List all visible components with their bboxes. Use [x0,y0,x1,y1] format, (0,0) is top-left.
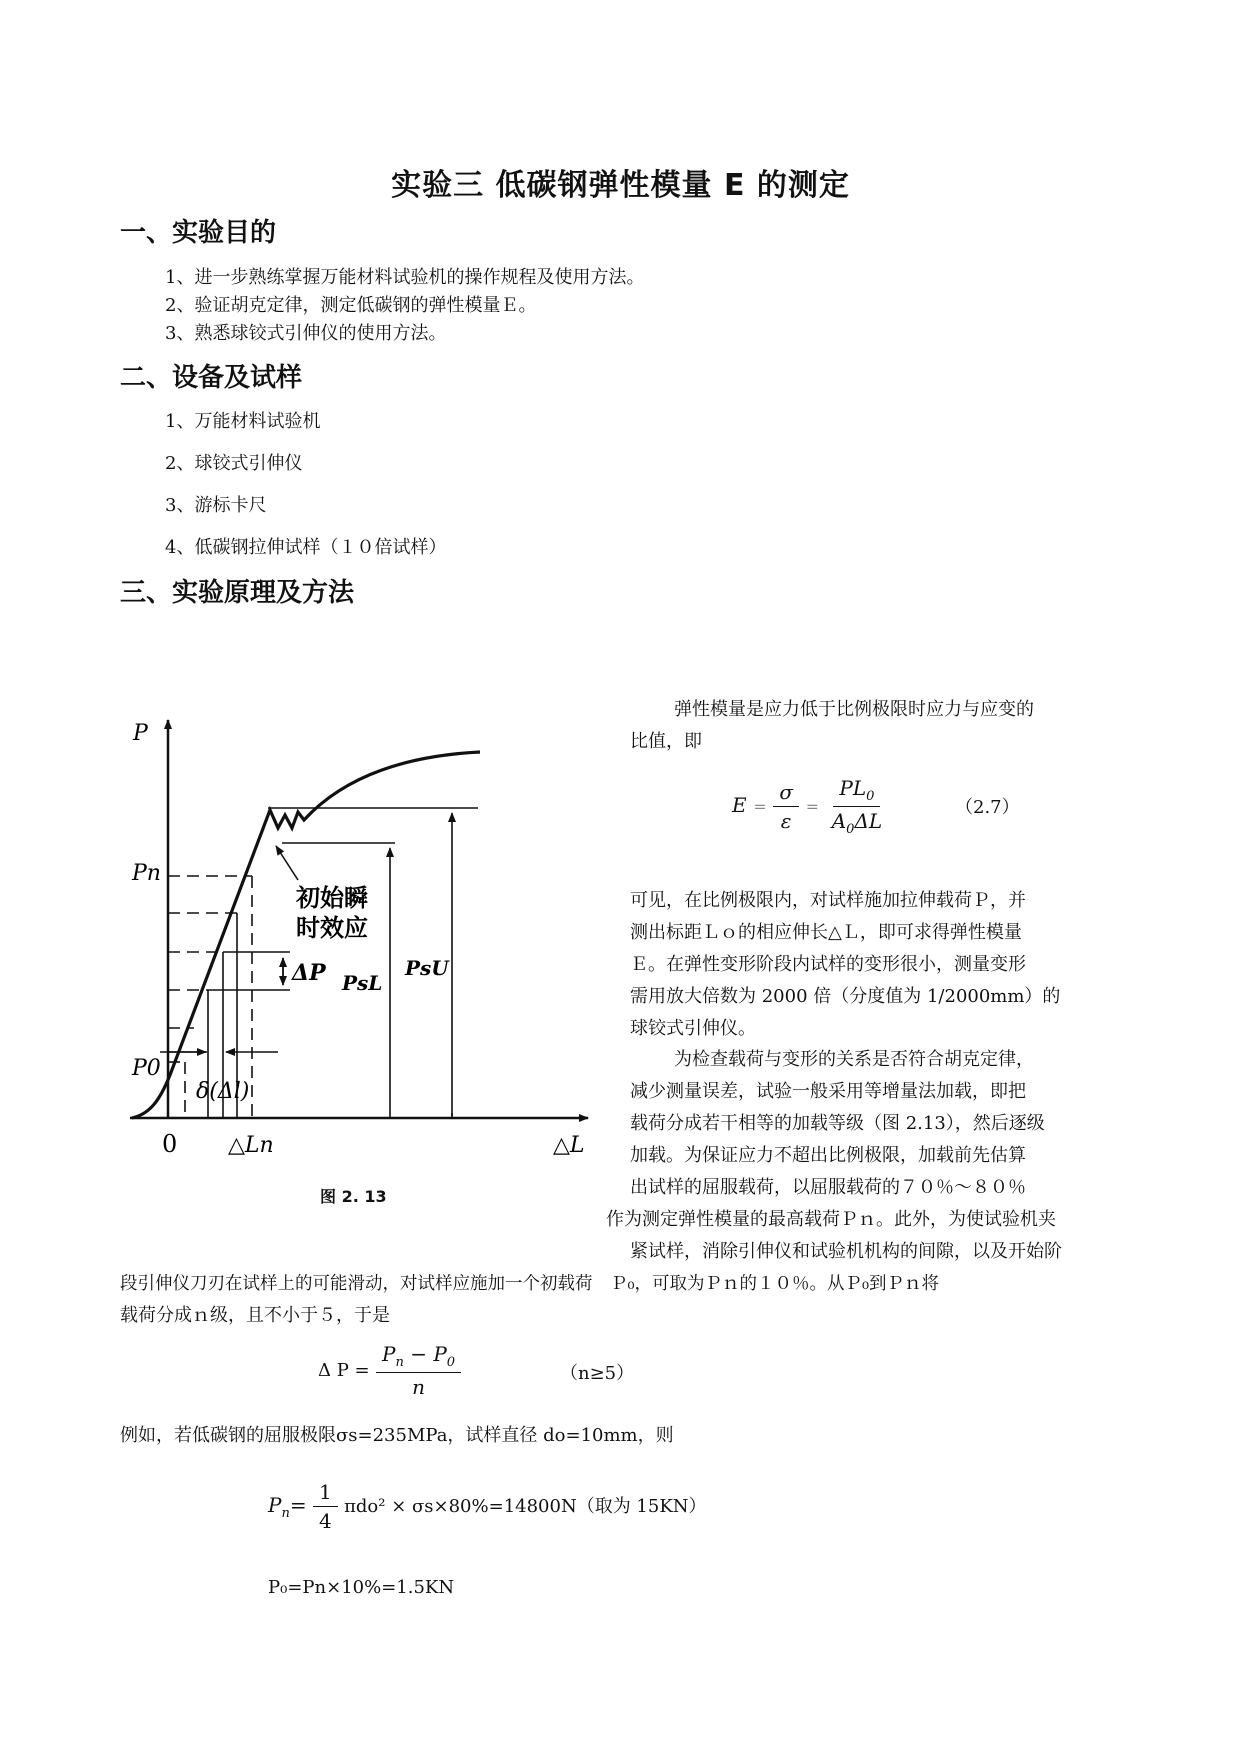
list-item: 2、验证胡克定律，测定低碳钢的弹性模量Ｅ。 [165,295,537,316]
section-heading-purpose: 一、实验目的 [120,218,277,248]
origin-label: 0 [162,1130,178,1158]
section-heading-principle: 三、实验原理及方法 [120,578,355,608]
list-item: 3、游标卡尺 [165,495,267,516]
delta-l-label: δ(Δl) [196,1079,250,1104]
paragraph-definition: 弹性模量是应力低于比例极限时应力与应变的 比值，即 [630,699,1034,752]
example-line: 例如，若低碳钢的屈服极限σs=235MPa，试样直径 do=10mm，则 [120,1425,674,1446]
paragraph-line: 载荷分成ｎ级，且不小于５，于是 [120,1305,390,1326]
initial-effect-note-1: 初始瞬 [296,883,368,912]
paragraph-line: 段引伸仪刀刃在试样上的可能滑动，对试样应施加一个初载荷 Ｐ₀，可取为Ｐｎ的１０％。从Ｐ₀到Ｐｎ将 [120,1274,940,1294]
pn-label: Pn [132,861,161,886]
p0-label: P0 [132,1056,161,1081]
list-item: 1、万能材料试验机 [165,411,321,432]
equation-2-7: E ＝ $\frac{\sigma}{\varepsilon}$ ＝ $\frac{PL_0}{A_0\Delta L}$ [732,776,883,837]
section-heading-equipment: 二、设备及试样 [120,363,303,393]
delta-p-equation: Δ P = $\frac{P_n - P_0}{n}$ [318,1342,461,1399]
y-axis-label: P [133,721,148,746]
psu-label: PsU [405,956,449,980]
psl-label: PsL [342,971,383,995]
pn-equation: $P_n=$ $\frac{1}{4}$ πdo² × σs×80%=14800N（取为 15KN） [268,1480,707,1533]
x-axis-label: △L [553,1133,585,1158]
paragraph-line: 作为测定弹性模量的最高载荷Ｐｎ。此外，为使试验机夹 [606,1209,1056,1230]
list-item: 3、熟悉球铰式引伸仪的使用方法。 [165,323,447,344]
list-item: 2、球铰式引伸仪 [165,453,303,474]
paragraph-explanation: 可见，在比例极限内，对试样施加拉伸载荷Ｐ，并 测出标距Ｌｏ的相应伸长△Ｌ，即可求得弹性模量 Ｅ。在弹性变形阶段内试样的变形很小，测量变形 需用放大倍数为 2000 倍（分度值为 1/2000mm）的 球铰式引伸仪。 [630,890,1061,1039]
paragraph-line: 紧试样，消除引伸仪和试验机机构的间隙，以及开始阶 [630,1241,1062,1262]
page-title: 实验三 低碳钢弹性模量 E 的测定 [391,168,850,203]
delta-ln-label: △Ln [228,1133,274,1158]
paragraph-loading: 为检查载荷与变形的关系是否符合胡克定律， 减少测量误差，试验一般采用等增量法加载，即把 载荷分成若干相等的加载等级（图 2.13），然后逐级 加载。为保证应力不超出比例极限，加载前先估算 出试样的屈服载荷，以屈服载荷的７０％～８０％ [630,1049,1045,1198]
list-item: 1、进一步熟练掌握万能材料试验机的操作规程及使用方法。 [165,267,645,288]
initial-effect-note-2: 时效应 [296,913,368,942]
list-item: 4、低碳钢拉伸试样（１０倍试样） [165,537,447,558]
equation-number: （2.7） [955,797,1020,818]
stress-strain-figure [110,700,600,1170]
p0-equation: P₀=Pn×10%=1.5KN [268,1577,455,1598]
delta-p-label: ΔP [292,960,326,986]
figure-caption: 图 2. 13 [320,1187,387,1206]
delta-p-condition: （n≥5） [560,1363,635,1384]
